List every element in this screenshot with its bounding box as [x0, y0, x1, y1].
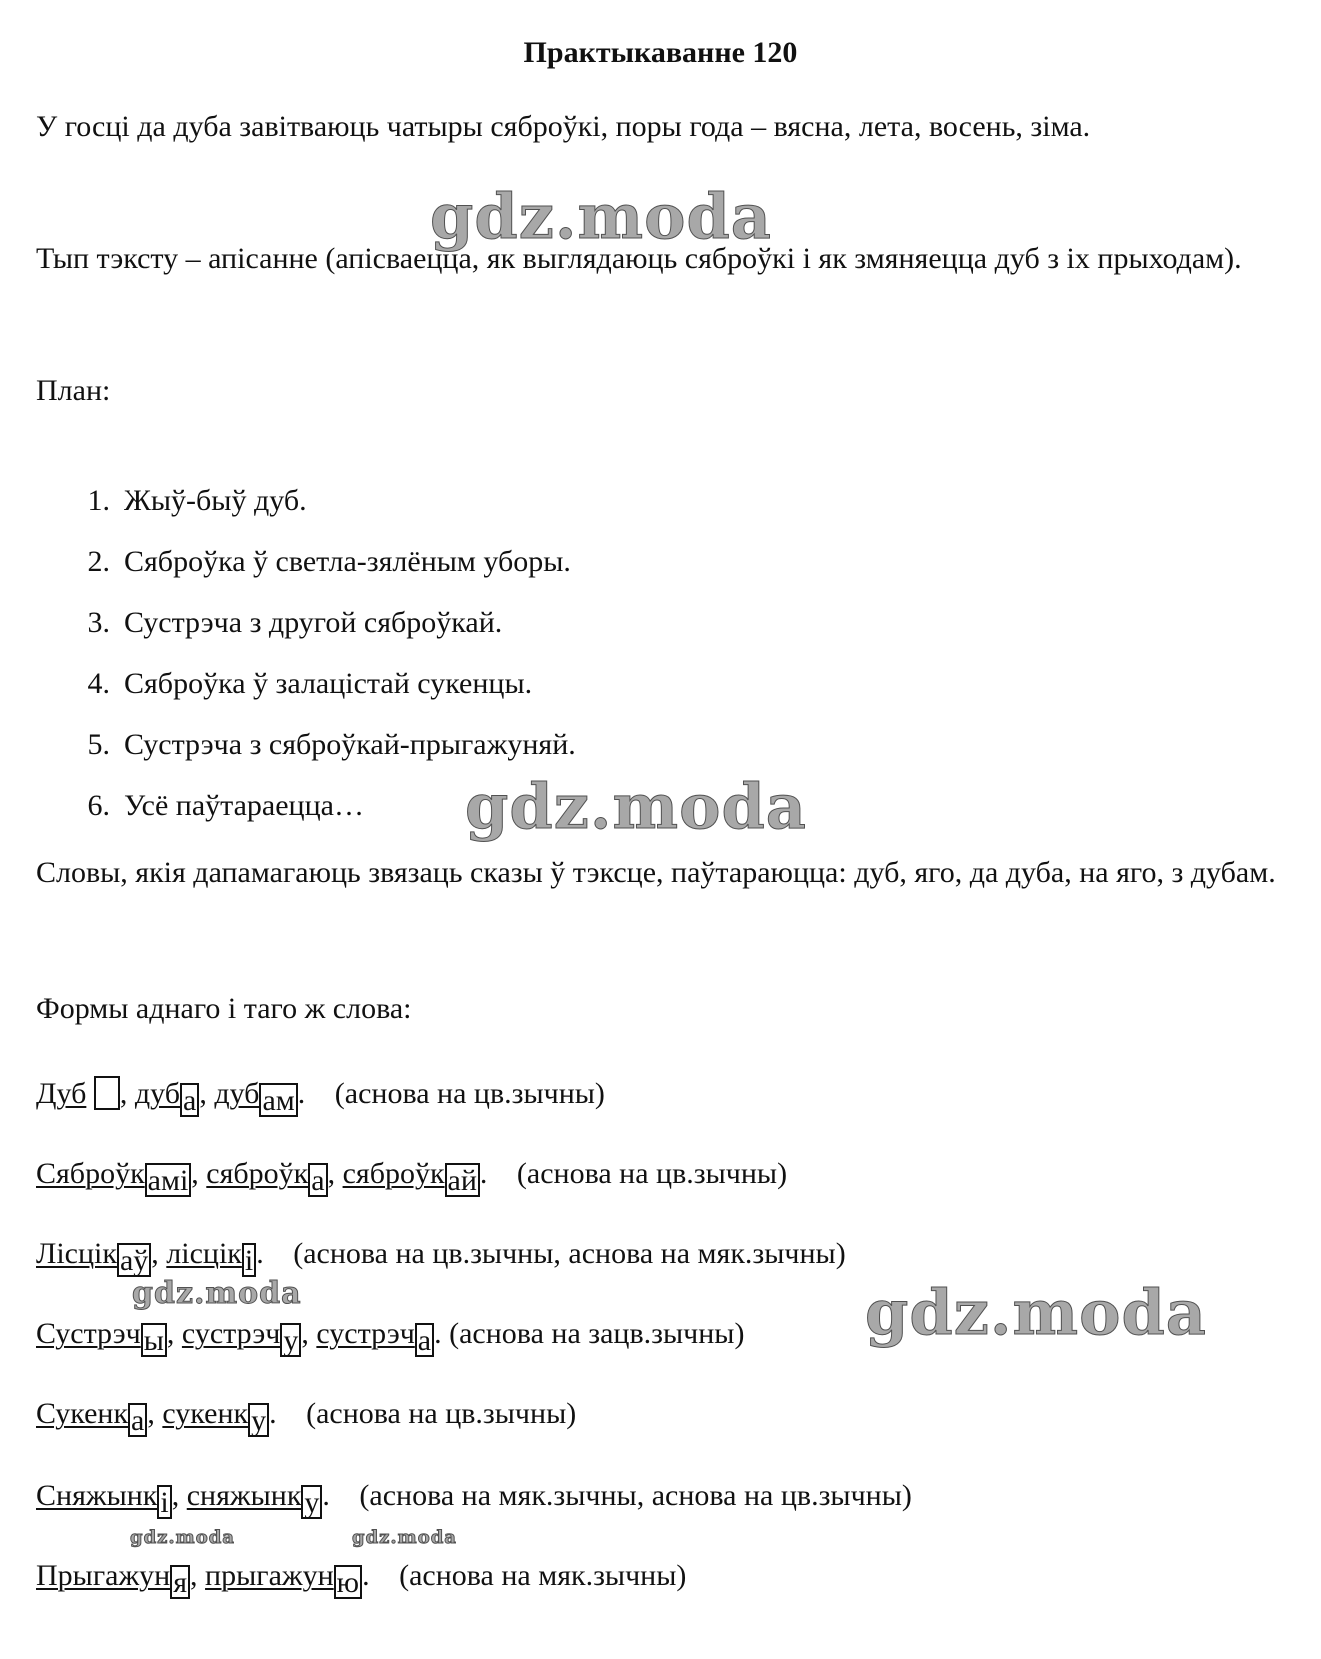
word-stem: дуб — [134, 1077, 180, 1110]
watermark-logo: gdz.moda — [430, 180, 772, 253]
word-ending-box: у — [301, 1485, 322, 1519]
word — [316, 1317, 434, 1357]
word-ending-box: амі — [145, 1163, 192, 1197]
text-type-paragraph: Тып тэксту – апісанне (апісваецца, як выглядаюць сяброўкі і як змяняецца дуб з іх прыходам). — [36, 242, 1242, 275]
stem-note: (аснова на цв.зычны) — [516, 1157, 788, 1190]
stem-note: (аснова на мяк.зычны) — [399, 1559, 687, 1592]
word — [166, 1237, 256, 1277]
plan-item-number: 2. — [87, 545, 110, 578]
word — [36, 1237, 151, 1277]
word-stem: сняжынк — [186, 1479, 302, 1512]
word-stem: сукенк — [162, 1397, 249, 1430]
stem-note: (аснова на зацв.зычны) — [449, 1317, 745, 1350]
word-ending-box: а — [415, 1323, 434, 1357]
plan-item — [36, 531, 576, 592]
word-stem: сустрэч — [316, 1317, 415, 1350]
plan-item-number: 3. — [87, 606, 110, 639]
plan-item-number: 6. — [87, 789, 110, 822]
word — [36, 1317, 167, 1357]
word-ending-box: ю — [334, 1565, 362, 1599]
plan-item-text: Сяброўка ў светла-зялёным уборы. — [124, 545, 571, 578]
word — [206, 1157, 327, 1197]
word-ending-box: у — [280, 1323, 301, 1357]
word — [36, 1397, 147, 1437]
word-ending-box: у — [248, 1403, 269, 1437]
watermark-logo: gdz.moda — [465, 770, 807, 843]
word-ending-box: а — [180, 1083, 199, 1117]
word-stem: сустрэч — [181, 1317, 281, 1350]
plan-item-number: 5. — [87, 728, 110, 761]
word-ending-box: а — [308, 1163, 327, 1197]
word-stem: Лісцік — [36, 1237, 117, 1270]
word-stem: Сняжынк — [36, 1479, 158, 1512]
word-stem: лісцік — [166, 1237, 242, 1270]
word-ending-box: ам — [259, 1083, 297, 1117]
word — [186, 1479, 323, 1519]
word-stem: прыгажун — [205, 1559, 334, 1592]
plan-item-number: 4. — [87, 667, 110, 700]
word-ending-box: аў — [117, 1243, 151, 1277]
word-ending-box: а — [128, 1403, 147, 1437]
forms-label: Формы аднаго і таго ж слова: — [36, 992, 412, 1025]
word — [36, 1157, 191, 1197]
plan-item-text: Жыў-быў дуб. — [124, 484, 307, 517]
forms-row: Сустрэч ы , сустрэч у , сустрэч а . (аснова на зацв.зычны) — [36, 1317, 745, 1357]
plan-item — [36, 470, 576, 531]
plan-item-text: Усё паўтараецца… — [124, 789, 364, 822]
word-ending-box: я — [170, 1565, 190, 1599]
word-stem: Сустрэч — [36, 1317, 141, 1350]
word-ending-box: ай — [445, 1163, 480, 1197]
stem-note: (аснова на цв.зычны) — [306, 1397, 577, 1430]
plan-item — [36, 653, 576, 714]
watermark-logo: gdz.moda — [865, 1276, 1207, 1349]
plan-item-text: Сяброўка ў залацістай сукенцы. — [124, 667, 533, 700]
word — [36, 1479, 172, 1519]
word-ending-box — [94, 1076, 120, 1110]
stem-note: (аснова на цв.зычны) — [334, 1077, 605, 1110]
word-ending-box: і — [242, 1243, 256, 1277]
forms-row: Сукенк а , сукенк у . (аснова на цв.зычны) — [36, 1397, 577, 1437]
word-ending-box: і — [157, 1485, 171, 1519]
linking-words-paragraph: Словы, якія дапамагаюць звязаць сказы ў тэксце, паўтараюцца: дуб, яго, да дуба, на яго, з дубам. — [36, 856, 1276, 889]
word — [36, 1559, 190, 1599]
forms-row: Прыгажун я , прыгажун ю . (аснова на мяк.зычны) — [36, 1559, 687, 1599]
watermark-logo: gdz.moda — [130, 1527, 235, 1548]
stem-note: (аснова на мяк.зычны, аснова на цв.зычны) — [359, 1479, 912, 1512]
intro-paragraph: У госці да дуба завітваюць чатыры сяброўкі, поры года – вясна, лета, восень, зіма. — [36, 110, 1091, 143]
word — [36, 1077, 86, 1110]
plan-label: План: — [36, 374, 111, 407]
forms-row: Лісцік аў , лісцік і . (аснова на цв.зычны, аснова на мяк.зычны) — [36, 1237, 846, 1277]
watermark-logo: gdz.moda — [132, 1276, 302, 1311]
word-stem: Сукенк — [36, 1397, 129, 1430]
forms-row: Сяброўк амі , сяброўк а , сяброўк ай . (аснова на цв.зычны) — [36, 1157, 788, 1197]
plan-item-number: 1. — [87, 484, 110, 517]
word — [181, 1317, 301, 1357]
forms-row: Дуб , дуб а , дуб ам . (аснова на цв.зычны) — [36, 1077, 605, 1117]
word — [134, 1077, 199, 1117]
word-stem: сяброўк — [342, 1157, 445, 1190]
word-stem: сяброўк — [206, 1157, 309, 1190]
word-stem: Дуб — [36, 1077, 87, 1110]
word-stem: Сяброўк — [36, 1157, 145, 1190]
word — [214, 1077, 297, 1117]
stem-note: (аснова на цв.зычны, аснова на мяк.зычны) — [293, 1237, 846, 1270]
plan-item — [36, 592, 576, 653]
word — [205, 1559, 362, 1599]
plan-item — [36, 714, 576, 775]
forms-row: Сняжынк і , сняжынк у . (аснова на мяк.зычны, аснова на цв.зычны) — [36, 1479, 912, 1519]
word-stem: Прыгажун — [36, 1559, 171, 1592]
plan-item-text: Сустрэча з другой сяброўкай. — [124, 606, 503, 639]
word — [162, 1397, 269, 1437]
word-ending-box: ы — [141, 1323, 167, 1357]
plan-item-text: Сустрэча з сяброўкай-прыгажуняй. — [124, 728, 576, 761]
watermark-logo: gdz.moda — [352, 1527, 457, 1548]
word-stem: дуб — [214, 1077, 260, 1110]
page-title: Практыкаванне 120 — [523, 36, 798, 69]
word — [342, 1157, 480, 1197]
